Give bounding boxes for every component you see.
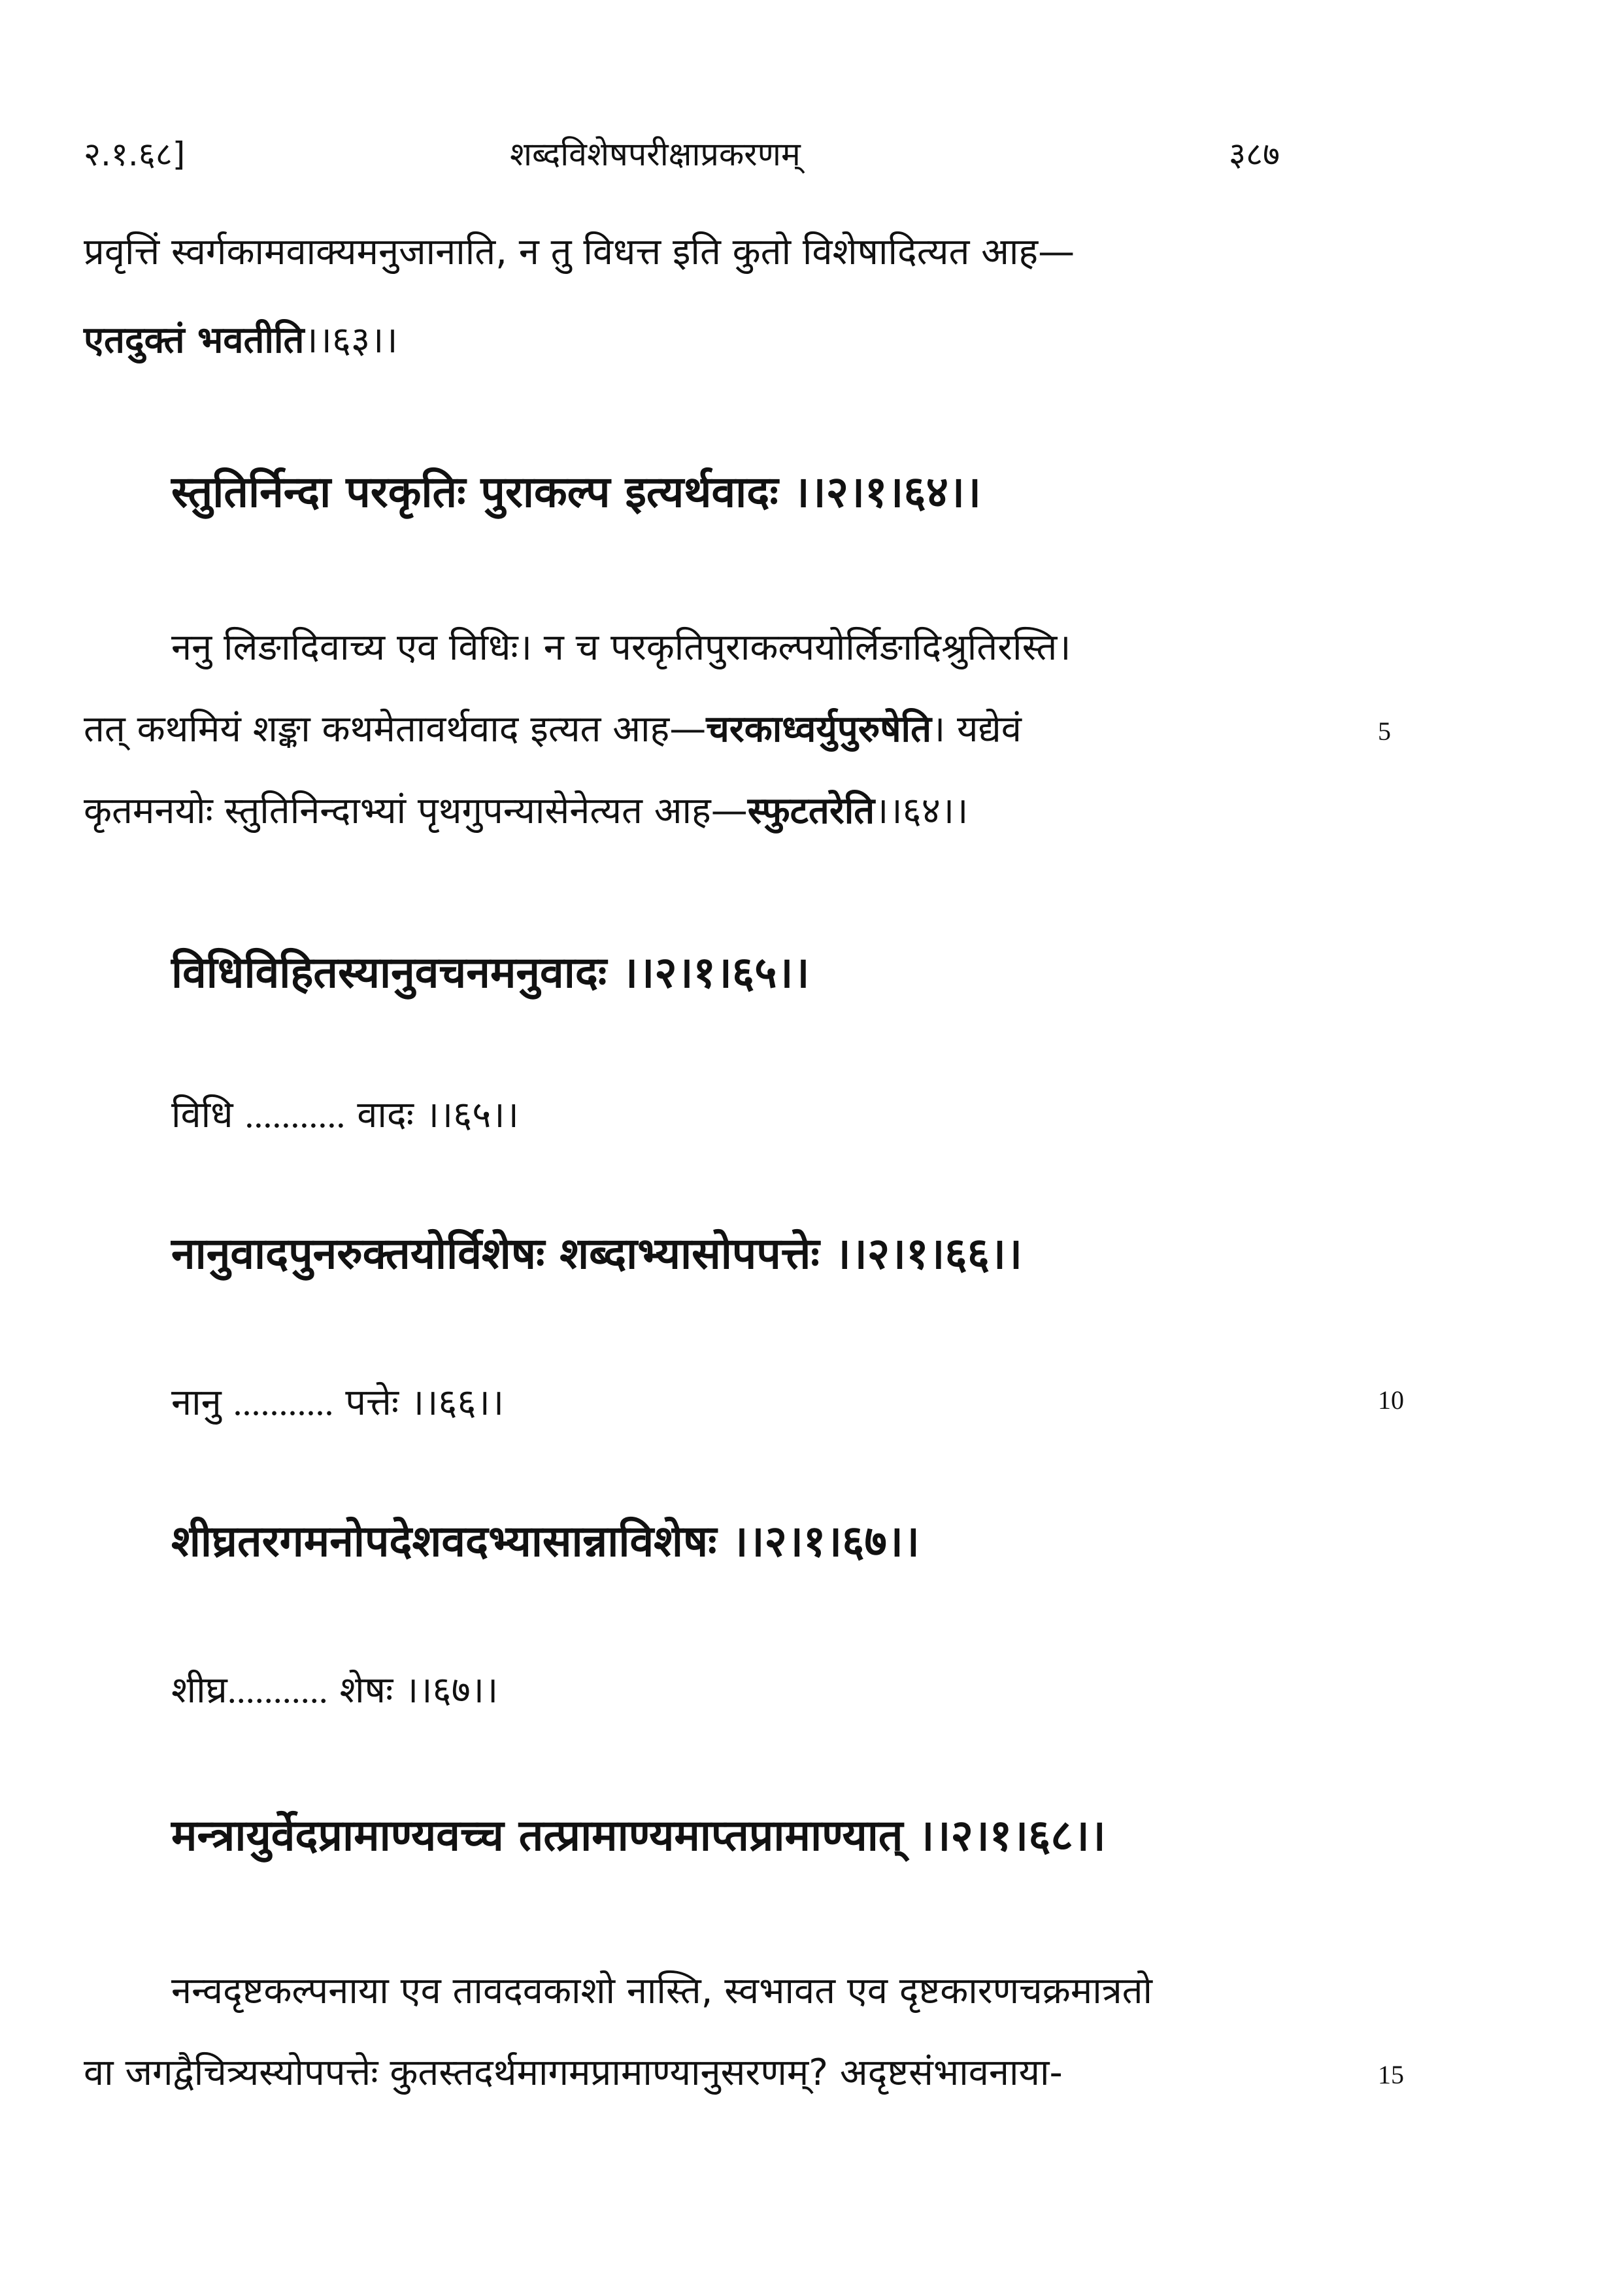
line-number: 15 xyxy=(1378,2060,1404,2089)
abbrev-start: नानु xyxy=(171,1381,222,1424)
verse-number: ।।६३।। xyxy=(304,319,398,362)
commentary-line xyxy=(84,314,398,363)
commentary-text: तत् कथमियं शङ्का कथमेतावर्थवाद इत्यत आह— xyxy=(84,708,707,751)
abbrev-end: शेषः ।।६७।। xyxy=(339,1669,499,1712)
abbrev-end: वादः ।।६५।। xyxy=(357,1094,519,1136)
abbrev-start: विधि xyxy=(171,1094,233,1136)
abbrev-start: शीघ्र xyxy=(171,1669,227,1712)
running-header-title: शब्दविशेषपरीक्षाप्रकरणम् xyxy=(510,135,801,173)
sutra-67: शीघ्रतरगमनोपदेशवदभ्यासान्नाविशेषः ।।२।१।६७।। xyxy=(171,1516,920,1566)
commentary-line: प्रवृत्तिं स्वर्गकामवाक्यमनुजानाति, न तु विधत्त इति कुतो विशेषादित्यत आह— xyxy=(84,231,1075,273)
sutra-64: स्तुतिर्निन्दा परकृतिः पुराकल्प इत्यर्थवादः ।।२।१।६४।। xyxy=(171,467,981,517)
ellipsis: ........... xyxy=(227,1670,328,1711)
running-header-section-ref: २.१.६८] xyxy=(84,135,186,173)
commentary-keyword: एतदुक्तं भवतीति xyxy=(84,319,305,362)
commentary-abbrev xyxy=(171,1376,504,1426)
commentary-text: । यद्येवं xyxy=(931,708,1022,751)
commentary-line xyxy=(84,703,1022,752)
sutra-66: नानुवादपुनरुक्तयोर्विशेषः शब्दाभ्यासोपपत्तेः ।।२।१।६६।। xyxy=(171,1228,1023,1279)
commentary-line: नन्वदृष्टकल्पनाया एव तावदवकाशो नास्ति, स्वभावत एव दृष्टकारणचक्रमात्रतो xyxy=(171,1970,1153,2012)
commentary-line: ननु लिङादिवाच्य एव विधिः। न च परकृतिपुराकल्पयोर्लिङादिश्रुतिरस्ति। xyxy=(171,626,1071,669)
commentary-line xyxy=(84,785,968,834)
commentary-keyword: चरकाध्वर्युपुरुषेति xyxy=(706,708,931,751)
page-number: ३८७ xyxy=(1229,135,1280,173)
commentary-line: वा जगद्वैचित्र्यस्योपपत्तेः कुतस्तदर्थमागमप्रामाण्यानुसरणम्? अदृष्टसंभावनाया- xyxy=(84,2051,1063,2094)
sutra-68: मन्त्रायुर्वेदप्रामाण्यवच्च तत्प्रामाण्यमाप्तप्रामाण्यात् ।।२।१।६८।। xyxy=(171,1810,1106,1861)
commentary-abbrev xyxy=(171,1664,498,1714)
sutra-65: विधिविहितस्यानुवचनमनुवादः ।।२।१।६५।। xyxy=(171,947,810,998)
commentary-text: कृतमनयोः स्तुतिनिन्दाभ्यां पृथगुपन्यासेनेत्यत आह— xyxy=(84,790,748,832)
verse-number: ।।६४।। xyxy=(875,790,969,832)
line-number: 10 xyxy=(1378,1385,1404,1415)
ellipsis: ........... xyxy=(233,1383,334,1423)
ellipsis: ........... xyxy=(244,1095,346,1136)
line-number: 5 xyxy=(1378,717,1391,746)
commentary-abbrev xyxy=(171,1089,519,1138)
abbrev-end: पत्तेः ।।६६।। xyxy=(345,1381,505,1424)
commentary-keyword: स्फुटतरेति xyxy=(747,790,875,832)
